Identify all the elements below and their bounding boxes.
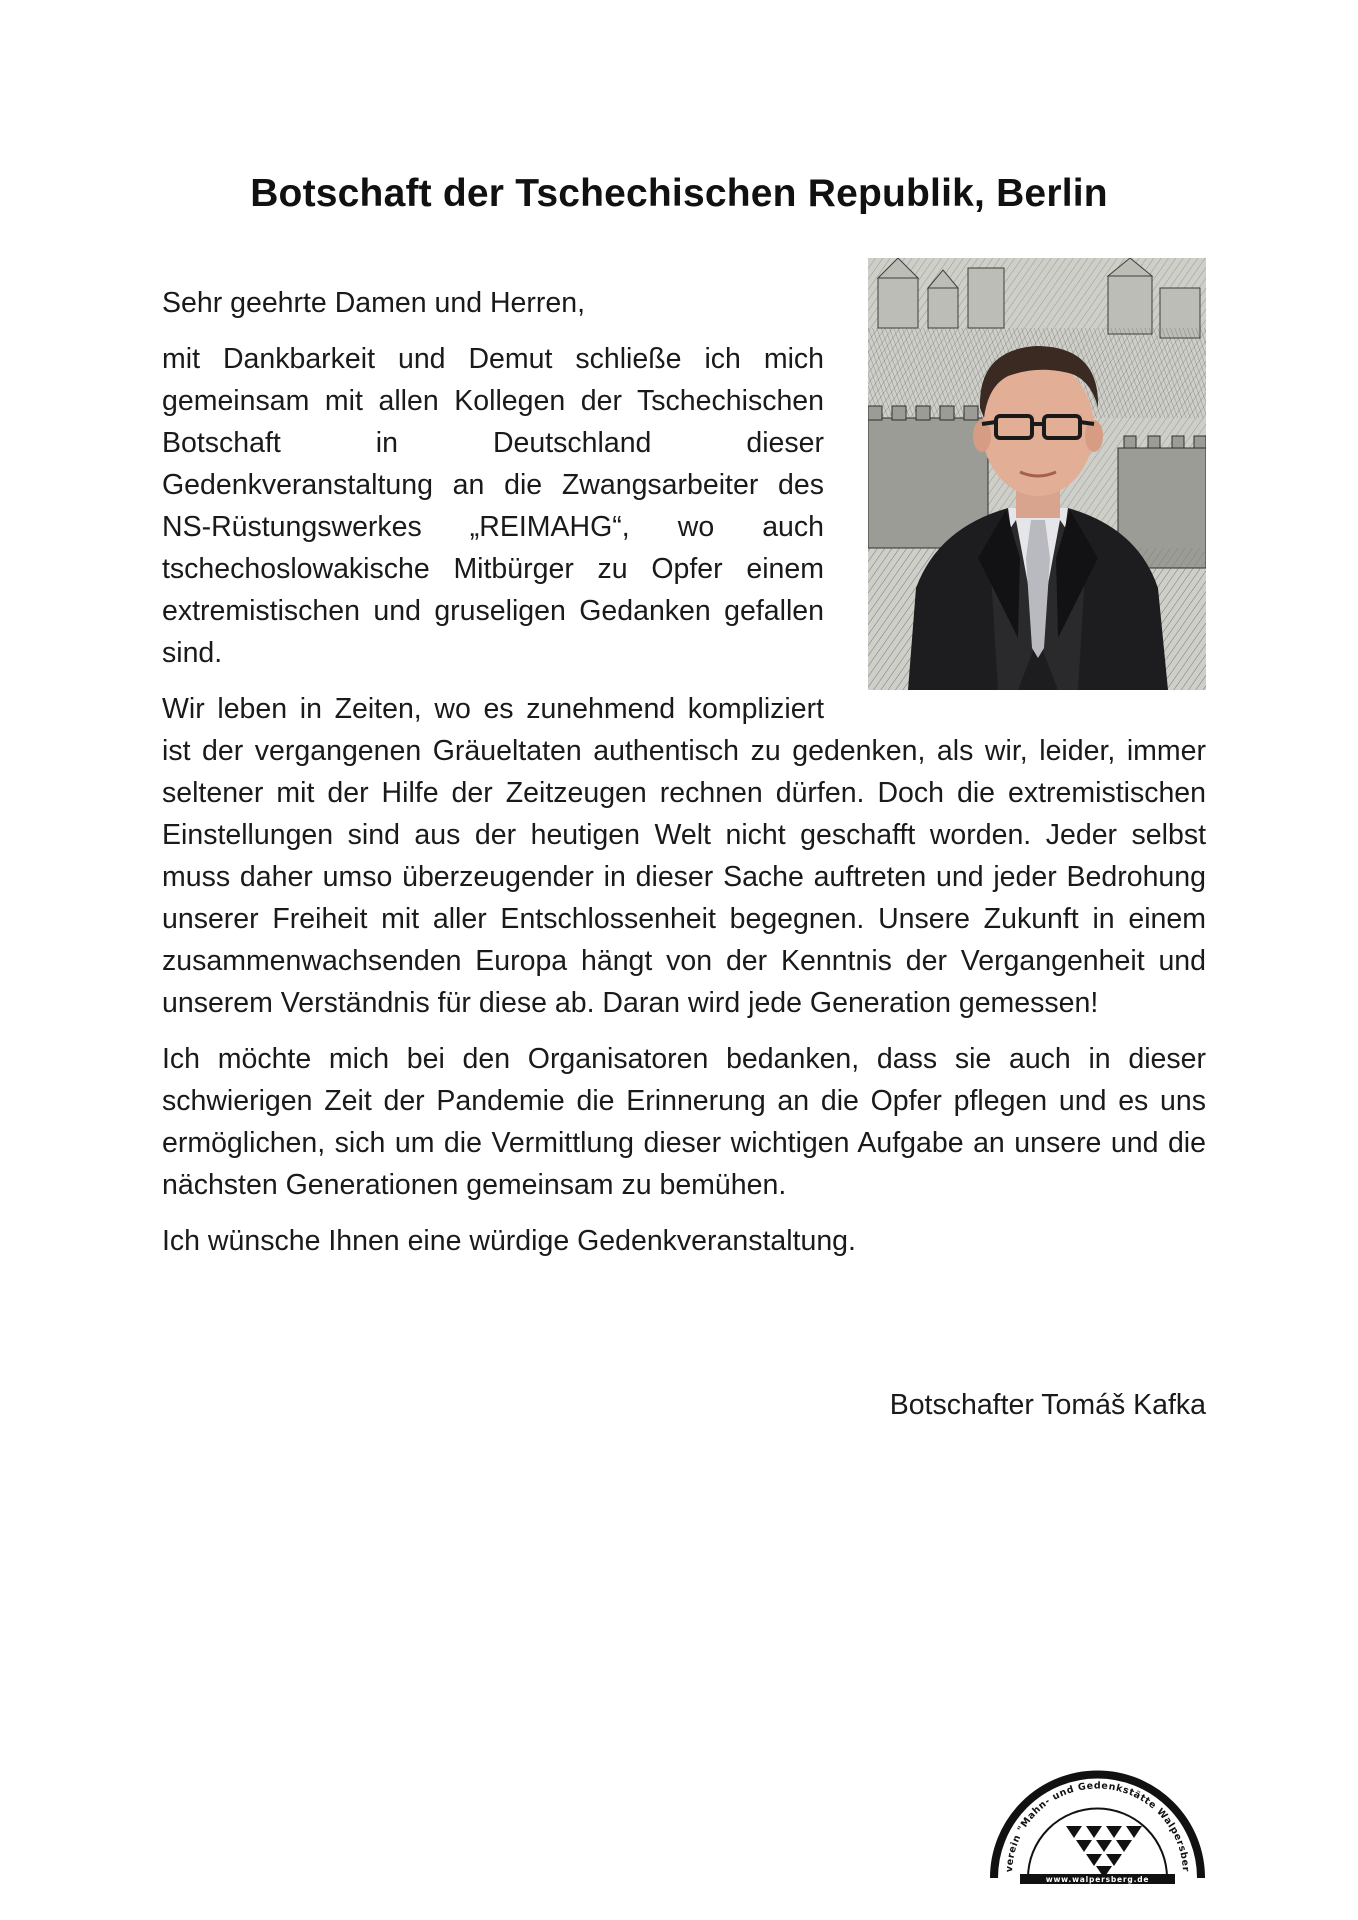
paragraph-closing: Ich wünsche Ihnen eine würdige Gedenkveranstaltung. <box>162 1225 856 1257</box>
logo-url-text: www.walpersberg.de <box>1045 1875 1150 1884</box>
walpersberg-association-logo <box>990 1766 1205 1884</box>
page-title: Botschaft der Tschechischen Republik, Berlin <box>250 172 1108 215</box>
svg-text:Förderverein "Mahn- und Gedenk: verein "Mahn- und Gedenkstätte Walpersber <box>1003 1780 1192 1873</box>
paragraph-intro: mit Dankbarkeit und Demut schließe ich mich gemeinsam mit allen Kollegen der Tschechischen Botschaft in Deutschland dieser Gedenkveranstaltung an die Zwangsarbeiter des NS-Rüstungswerkes „REIMAHG“, wo auch tschechoslowakische Mitbürger zu Opfer einem extremistischen und gruseligen Gedanken gefallen sind. <box>162 343 824 669</box>
ambassador-portrait <box>868 258 1206 690</box>
signature: Botschafter Tomáš Kafka <box>889 1389 1206 1421</box>
paragraph-main: Wir leben in Zeiten, wo es zunehmend kompliziert ist der vergangenen Gräueltaten authentisch zu gedenken, als wir, leider, immer seltener mit der Hilfe der Zeitzeugen rechnen dürfen. Doch die extremistischen Einstellungen sind aus der heutigen Welt nicht geschafft worden. Jeder selbst muss daher umso überzeugender in dieser Sache auftreten und jeder Bedrohung unserer Freiheit mit aller Entschlossenheit begegnen. Unsere Zukunft in einem zusammenwachsenden Europa hängt von der Kenntnis der Vergangenheit und unserem Verständnis für diese ab. Daran wird jede Generation gemessen! <box>162 693 1206 1019</box>
salutation: Sehr geehrte Damen und Herren, <box>162 287 585 319</box>
letter-body <box>162 282 1206 1276</box>
paragraph-thanks: Ich möchte mich bei den Organisatoren bedanken, dass sie auch in dieser schwierigen Zeit der Pandemie die Erinnerung an die Opfer pflegen und es uns ermöglichen, sich um die Vermittlung dieser wichtigen Aufgabe an unsere und die nächsten Generationen gemeinsam zu bemühen. <box>162 1043 1206 1201</box>
